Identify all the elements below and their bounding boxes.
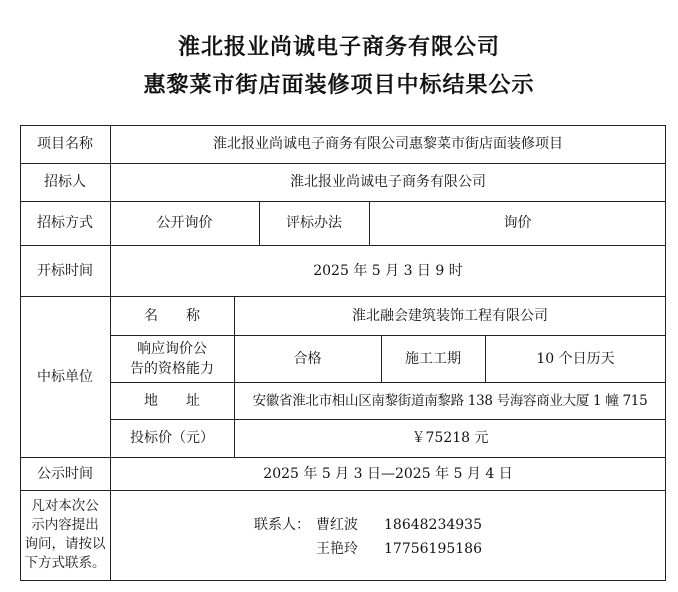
tenderer-value: 淮北报业尚诚电子商务有限公司	[290, 174, 486, 190]
publicity-time-value: 2025 年 5 月 3 日—2025 年 5 月 4 日	[263, 465, 513, 482]
method-value: 公开询价	[156, 215, 213, 231]
publicity-time-label: 公示时间	[37, 465, 93, 482]
qualification-value: 合格	[293, 350, 322, 367]
contact-label: 联系人：	[254, 517, 310, 533]
project-name-value: 淮北报业尚诚电子商务有限公司惠黎菜市街店面装修项目	[213, 136, 563, 152]
qualification-label-line2: 告的资格能力	[130, 360, 214, 377]
contact-note-line2: 示内容提出	[31, 517, 99, 533]
contact1-phone: 18648234935	[384, 517, 482, 533]
contact-note-line3: 询问，请按以	[24, 536, 106, 552]
address-label: 地 址	[144, 392, 200, 409]
project-name-label: 项目名称	[37, 136, 93, 152]
winner-name-value: 淮北融会建筑装饰工程有限公司	[352, 307, 548, 324]
qualification-label	[110, 335, 234, 382]
contact-note-line1: 凡对本次公	[31, 498, 99, 514]
duration-label: 施工工期	[405, 350, 461, 367]
address-value: 安徽省淮北市相山区南黎街道南黎路 138 号海容商业大厦 1 幢 715	[252, 392, 648, 409]
title-line-1: 淮北报业尚诚电子商务有限公司	[177, 35, 500, 60]
evaluation-value: 询价	[503, 215, 532, 231]
bid-price-value: ￥75218 元	[411, 430, 489, 446]
title-line-2: 惠黎菜市街店面装修项目中标结果公示	[143, 73, 535, 98]
method-label: 招标方式	[37, 215, 93, 231]
contact-note-line4: 下方式联系。	[24, 555, 106, 571]
contact2-name: 王艳玲	[316, 541, 358, 557]
opening-time-value: 2025 年 5 月 3 日 9 时	[313, 262, 463, 279]
contact2-phone: 17756195186	[384, 541, 482, 557]
tenderer-label: 招标人	[44, 174, 86, 190]
duration-value: 10 个日历天	[536, 350, 615, 367]
bid-price-label: 投标价（元）	[130, 430, 214, 446]
winner-label: 中标单位	[37, 368, 93, 385]
contact-note	[20, 490, 110, 580]
evaluation-label: 评标办法	[286, 215, 342, 231]
qualification-label-line1: 响应询价公	[137, 340, 207, 357]
winner-name-label: 名 称	[144, 307, 200, 324]
opening-time-label: 开标时间	[37, 262, 93, 279]
contact1-name: 曹红波	[316, 517, 358, 533]
